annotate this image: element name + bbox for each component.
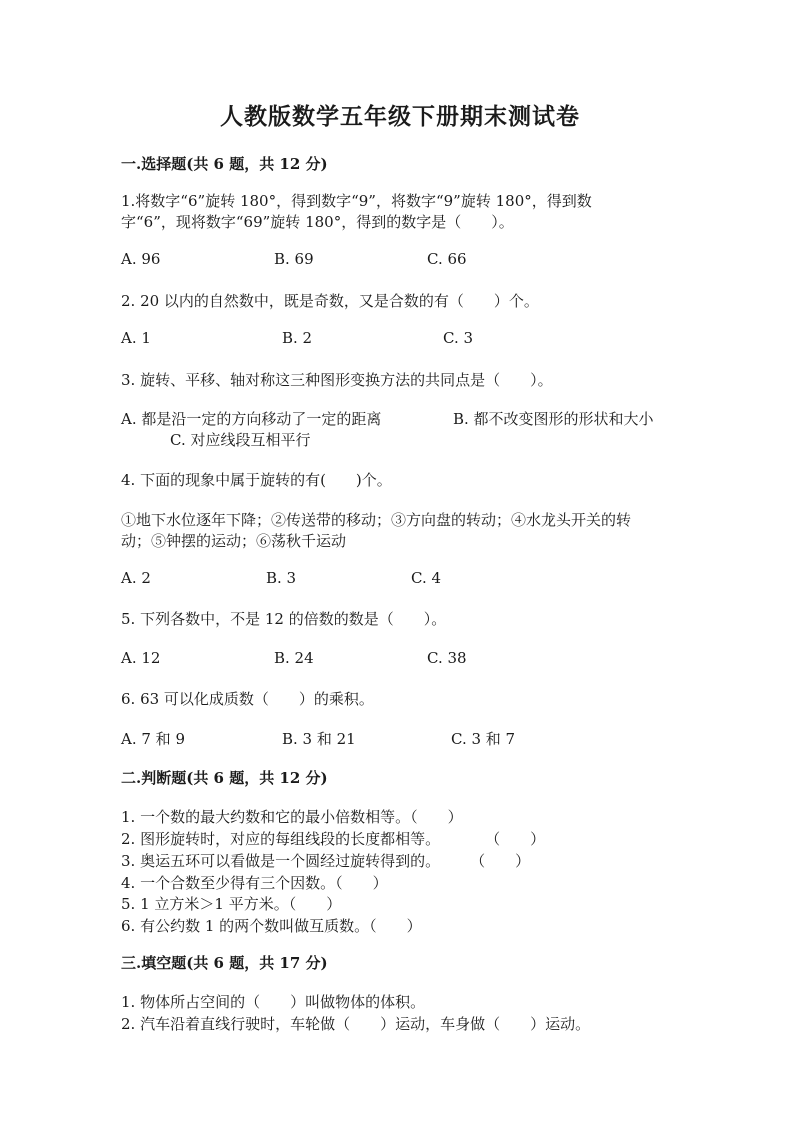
section-heading-choice: 一.选择题(共 6 题，共 12 分): [121, 155, 328, 173]
option-a: A. 2: [121, 569, 151, 587]
option-c: C. 3 和 7: [451, 730, 516, 748]
option-c: C. 38: [427, 649, 467, 667]
question-text: 2. 20 以内的自然数中，既是奇数，又是合数的有（ ）个。: [121, 292, 539, 310]
question-text: 6. 63 可以化成质数（ ）的乘积。: [121, 690, 374, 708]
judgement-item: 2. 图形旋转时，对应的每组线段的长度都相等。 （ ）: [121, 830, 546, 848]
option-b: B. 69: [274, 250, 314, 268]
question-text: ①地下水位逐年下降；②传送带的移动；③方向盘的转动；④水龙头开关的转: [121, 511, 632, 529]
option-c: C. 3: [443, 329, 474, 347]
judgement-item: 5. 1 立方米＞1 平方米。（ ）: [121, 895, 342, 913]
question-text: 1.将数字“6”旋转 180°，得到数字“9”，将数字“9”旋转 180°，得到数: [121, 192, 592, 210]
option-b: B. 2: [282, 329, 313, 347]
section-heading-fill-blank: 三.填空题(共 6 题，共 17 分): [121, 954, 328, 972]
option-a: A. 96: [121, 250, 161, 268]
judgement-item: 1. 一个数的最大约数和它的最小倍数相等。（ ）: [121, 808, 463, 826]
option-a: A. 1: [121, 329, 151, 347]
option-b: B. 24: [274, 649, 314, 667]
judgement-item: 4. 一个合数至少得有三个因数。（ ）: [121, 874, 388, 892]
question-text: 4. 下面的现象中属于旋转的有( )个。: [121, 471, 392, 489]
question-text: 5. 下列各数中，不是 12 的倍数的数是（ ）。: [121, 610, 447, 628]
option-c: C. 66: [427, 250, 467, 268]
question-text: 字“6”，现将数字“69”旋转 180°，得到的数字是（ ）。: [121, 213, 514, 231]
fill-blank-item: 1. 物体所占空间的（ ）叫做物体的体积。: [121, 993, 426, 1011]
option-b: B. 都不改变图形的形状和大小: [453, 410, 654, 428]
option-c: C. 对应线段互相平行: [170, 431, 311, 449]
question-text: 动；⑤钟摆的运动；⑥荡秋千运动: [121, 532, 347, 550]
option-a: A. 7 和 9: [121, 730, 185, 748]
section-heading-judgement: 二.判断题(共 6 题，共 12 分): [121, 769, 328, 787]
fill-blank-item: 2. 汽车沿着直线行驶时，车轮做（ ）运动，车身做（ ）运动。: [121, 1015, 591, 1033]
option-c: C. 4: [411, 569, 442, 587]
option-a: A. 都是沿一定的方向移动了一定的距离: [121, 410, 382, 428]
judgement-item: 6. 有公约数 1 的两个数叫做互质数。（ ）: [121, 917, 422, 935]
question-text: 3. 旋转、平移、轴对称这三种图形变换方法的共同点是（ ）。: [121, 371, 553, 389]
option-a: A. 12: [121, 649, 161, 667]
option-b: B. 3 和 21: [282, 730, 356, 748]
option-b: B. 3: [266, 569, 297, 587]
page-title: 人教版数学五年级下册期末测试卷: [220, 103, 580, 130]
judgement-item: 3. 奥运五环可以看做是一个圆经过旋转得到的。 （ ）: [121, 852, 531, 870]
